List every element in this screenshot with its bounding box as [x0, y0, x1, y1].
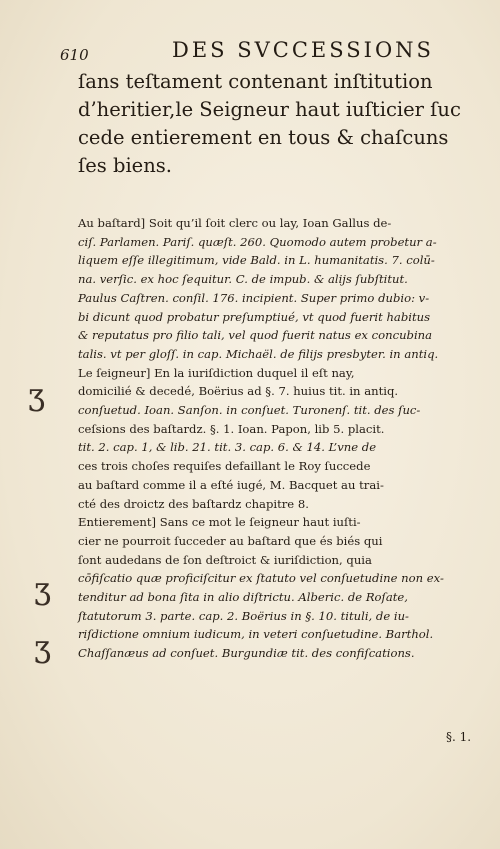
commentary-line: Le ſeigneur] En la iuriſdiction duquel il eſt nay,	[78, 365, 355, 380]
main-text-line: ſes biens.	[78, 154, 172, 177]
commentary-line: ces trois choſes requiſes defaillant le Roy ſuccede	[78, 459, 371, 474]
commentary-line: cier ne pourroit ſucceder au baſtard que és biés qui	[78, 533, 383, 548]
main-text-line: ſans teſtament contenant inſtitution	[78, 70, 433, 93]
commentary-line: liquem eſſe illegitimum, vide Bald. in L. humanitatis. 7. colū-	[78, 253, 435, 268]
commentary-line: ceſsions des baſtardz. §. 1. Ioan. Papon, lib 5. placit.	[78, 421, 385, 436]
commentary-line: Entierement] Sans ce mot le ſeigneur haut iuſti-	[78, 515, 361, 530]
commentary	[78, 214, 478, 663]
commentary-line: au baſtard comme il a eſté iugé, M. Bacquet au trai-	[78, 477, 384, 492]
commentary-line: cté des droictz des baſtardz chapitre 8.	[78, 496, 309, 511]
commentary-line: conſuetud. Ioan. Sanſon. in conſuet. Turonenſ. tit. des ſuc-	[78, 403, 421, 418]
commentary-line: Paulus Caſtren. conſil. 176. incipient. Super primo dubio: v-	[78, 290, 430, 305]
commentary-line: Chaſſanæus ad conſuet. Burgundiæ tit. des confiſcations.	[78, 646, 415, 661]
page-number: 610	[60, 46, 89, 64]
commentary-line: talis. vt per gloſſ. in cap. Michaël. de filijs presbyter. in antiq.	[78, 346, 439, 361]
margin-annotation-mark: Ʒ	[28, 384, 45, 419]
commentary-line: na. verſic. ex hoc ſequitur. C. de impub. & alijs ſubſtitut.	[78, 272, 408, 287]
main-text-line: cede entierement en tous & chaſcuns	[78, 126, 449, 149]
margin-annotation-mark: Ʒ	[34, 578, 51, 613]
commentary-line: tit. 2. cap. 1, & lib. 21. tit. 3. cap. 6. & 14. L’vne de	[78, 440, 377, 455]
commentary-line: tenditur ad bona ſita in alio diſtrictu. Alberic. de Roſate,	[78, 590, 408, 605]
main-text	[78, 68, 478, 180]
commentary-line: cōfiſcatio quæ proficiſcitur ex ſtatuto vel conſuetudine non ex-	[78, 571, 444, 586]
margin-annotation-mark: Ʒ	[34, 636, 51, 671]
main-text-line: d’heritier,le Seigneur haut iuſticier ſuc	[78, 98, 461, 121]
commentary-line: ſont audedans de ſon deſtroict & iuriſdiction, quia	[78, 552, 372, 567]
commentary-line: bi dicunt quod probatur preſumptiué, vt quod fuerit habitus	[78, 309, 431, 324]
page-header	[60, 38, 480, 68]
commentary-line: ciſ. Parlamen. Pariſ. quæſt. 260. Quomodo autem probetur a-	[78, 234, 437, 249]
section-mark: §. 1.	[446, 730, 472, 744]
commentary-line: Au baſtard] Soit qu’il ſoit clerc ou lay, Ioan Gallus de-	[78, 216, 392, 230]
commentary-line: riſdictione omnium iudicum, in veteri conſuetudine. Barthol.	[78, 627, 434, 642]
commentary-line: & reputatus pro filio tali, vel quod fuerit natus ex concubina	[78, 328, 433, 343]
commentary-line: ſtatutorum 3. parte. cap. 2. Boërius in §. 10. tituli, de iu-	[78, 608, 409, 623]
running-title: DES SVCCESSIONS	[172, 38, 434, 62]
commentary-line: domicilié & decedé, Boërius ad §. 7. huius tit. in antiq.	[78, 384, 399, 399]
